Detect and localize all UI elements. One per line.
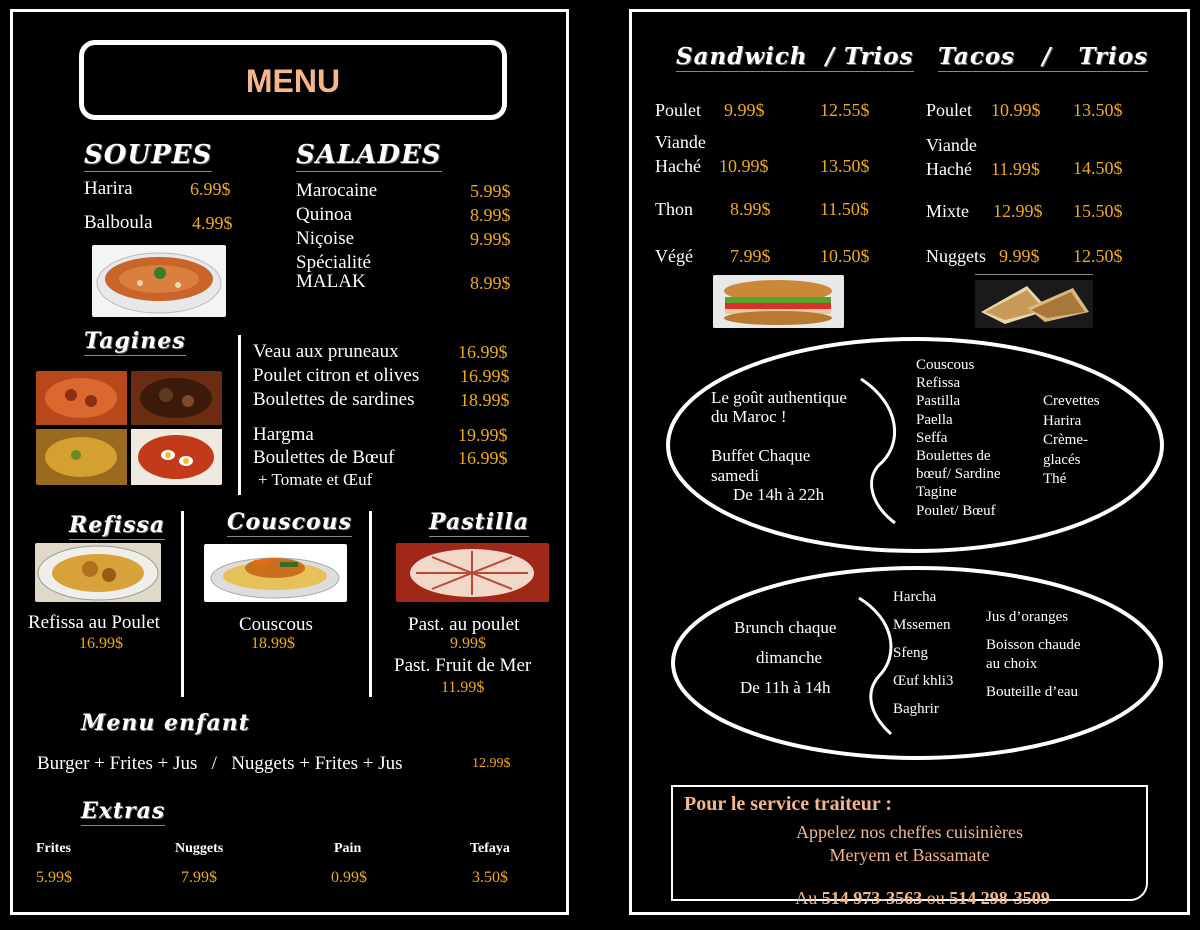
salade-name: Spécialité (296, 252, 371, 273)
sandwich-name: Haché (655, 156, 701, 176)
extra-name: Nuggets (175, 841, 224, 856)
buffet-item: Tagine (916, 484, 957, 501)
buffet-item: Crevettes (1043, 393, 1100, 409)
extra-price: 7.99$ (181, 869, 217, 886)
enfant-heading: Menu enfant (81, 710, 250, 736)
tagine-dishes-icon (36, 371, 222, 485)
tacos-trio-price: 13.50$ (1073, 100, 1123, 120)
brunch-item: Harcha (893, 589, 937, 605)
traiteur-phones (673, 867, 1146, 930)
sandwich-trio-price: 10.50$ (820, 246, 870, 266)
refissa-heading: Refissa (69, 512, 166, 538)
salade-price: 8.99$ (470, 205, 511, 225)
traiteur-line: Meryem et Bassamate (829, 845, 990, 865)
tagines-heading: Tagines (84, 328, 186, 354)
buffet-item: glacés (1043, 451, 1081, 468)
salade-price: 8.99$ (470, 273, 511, 293)
soupe-name: Harira (84, 178, 133, 199)
tacos-name: Haché (926, 159, 972, 179)
soupe-price: 6.99$ (190, 179, 231, 199)
buffet-item: Couscous (916, 357, 975, 373)
couscous-plate-icon (204, 544, 347, 602)
pastilla-price: 9.99$ (450, 635, 486, 652)
brunch-line: Brunch chaque (734, 618, 837, 637)
buffet-list-2 (1043, 392, 1100, 490)
tacos-divider (975, 274, 1093, 275)
buffet-item: bœuf/ Sardine (916, 466, 1001, 483)
buffet-item: Refissa (916, 375, 961, 392)
sandwich-price: 8.99$ (730, 199, 771, 219)
traiteur-mid: ou (922, 888, 950, 908)
tagine-price: 16.99$ (458, 342, 508, 362)
salade-name: Niçoise (296, 228, 355, 249)
refissa-divider (181, 511, 184, 697)
brunch-item: Jus d’oranges (986, 609, 1069, 625)
tacos-trio-price: 12.50$ (1073, 246, 1123, 266)
tagine-price: 16.99$ (460, 366, 510, 386)
extras-heading: Extras (81, 798, 166, 824)
pastilla-name: Past. au poulet (408, 614, 520, 635)
extra-name: Tefaya (470, 841, 510, 856)
soupes-heading: SOUPES (84, 140, 213, 170)
tacos-icon (975, 280, 1093, 328)
soupe-price: 4.99$ (192, 213, 233, 233)
salade-name: MALAK (296, 271, 366, 292)
tacos-trio-price: 15.50$ (1073, 201, 1123, 221)
tacos-name: Nuggets (926, 246, 986, 266)
extra-price: 3.50$ (472, 869, 508, 886)
brunch-line: dimanche (756, 648, 823, 667)
tagine-note: + Tomate et Œuf (258, 470, 373, 489)
brunch-item: Sfeng (893, 645, 928, 661)
enfant-price: 12.99$ (472, 756, 511, 771)
brunch-item: Baghrir (893, 701, 939, 717)
refissa-photo (35, 543, 161, 602)
couscous-photo (204, 544, 347, 602)
sandwich-name: Poulet (655, 100, 702, 120)
brunch-item: Œuf khli3 (893, 673, 954, 689)
couscous-name: Couscous (239, 614, 313, 635)
couscous-divider (369, 511, 372, 697)
refissa-plate-icon (35, 543, 161, 602)
buffet-line: De 14h à 22h (733, 485, 825, 504)
tacos-price: 12.99$ (993, 201, 1043, 221)
tagine-name: Boulettes de sardines (253, 389, 415, 410)
enfant-text: Burger + Frites + Jus / Nuggets + Frites + Jus (37, 753, 403, 774)
couscous-price: 18.99$ (251, 635, 295, 652)
phone-1[interactable]: 514 973-3563 (821, 888, 923, 908)
refissa-name: Refissa au Poulet (28, 612, 160, 633)
tagine-price: 19.99$ (458, 425, 508, 445)
buffet-line: Buffet Chaque (711, 446, 811, 465)
buffet-item: Poulet/ Bœuf (916, 502, 996, 519)
buffet-item: Paella (916, 411, 953, 428)
traiteur-line: Appelez nos cheffes cuisinières (795, 822, 1024, 842)
traiteur-title: Pour le service traiteur : (684, 793, 893, 815)
brunch-item: Mssemen (893, 617, 951, 633)
buffet-item: Boulettes de (916, 448, 991, 465)
couscous-heading: Couscous (227, 509, 353, 535)
soup-photo (92, 245, 226, 317)
salade-name: Marocaine (296, 180, 378, 201)
tacos-name: Mixte (926, 201, 969, 221)
brunch-list-1 (893, 583, 953, 723)
pastilla-price: 11.99$ (441, 679, 485, 696)
pastilla-name: Past. Fruit de Mer (394, 655, 532, 676)
tacos-price: 9.99$ (999, 246, 1040, 266)
sandwich-photo (713, 275, 844, 328)
salade-price: 5.99$ (470, 181, 511, 201)
menu-title: MENU (245, 63, 341, 99)
sandwich-heading: Sandwich / Trios (676, 43, 914, 70)
buffet-item: Thé (1043, 471, 1067, 487)
sandwich-trio-price: 13.50$ (820, 156, 870, 176)
pastilla-heading: Pastilla (429, 509, 530, 535)
sandwich-price: 7.99$ (730, 246, 771, 266)
sandwich-price: 10.99$ (719, 156, 769, 176)
tagine-photo (36, 371, 222, 485)
tacos-name: Viande (926, 135, 977, 155)
buffet-item: Seffa (916, 429, 948, 446)
buffet-line: du Maroc ! (711, 407, 787, 426)
sandwich-icon (713, 275, 844, 328)
brunch-item: Boisson chaude (986, 637, 1081, 653)
left-menu-panel (10, 9, 569, 915)
sandwich-name: Thon (655, 199, 693, 219)
pastilla-photo (396, 543, 549, 602)
salade-name: Quinoa (296, 204, 352, 225)
brunch-list-2 (986, 608, 1081, 702)
extra-name: Frites (36, 841, 71, 856)
buffet-item: Harira (1043, 412, 1082, 429)
extra-name: Pain (334, 841, 362, 856)
refissa-price: 16.99$ (79, 635, 123, 652)
tagine-price: 18.99$ (460, 390, 510, 410)
tagine-name: Poulet citron et olives (253, 365, 420, 386)
sandwich-price: 9.99$ (724, 100, 765, 120)
sandwich-trio-price: 12.55$ (820, 100, 870, 120)
tagine-name: Veau aux pruneaux (253, 341, 399, 362)
buffet-line: Le goût authentique (711, 388, 847, 407)
extra-price: 5.99$ (36, 869, 72, 886)
salades-heading: SALADES (296, 140, 442, 170)
salade-price: 9.99$ (470, 229, 511, 249)
tacos-price: 10.99$ (991, 100, 1041, 120)
tagines-divider (238, 335, 241, 495)
buffet-item: Pastilla (916, 393, 961, 410)
soupe-name: Balboula (84, 212, 153, 233)
tacos-heading: Tacos / Trios (938, 43, 1149, 70)
menu-title-box (79, 40, 507, 120)
sandwich-name: Végé (655, 246, 693, 266)
phone-2[interactable]: 514 298-3509 (949, 888, 1050, 908)
sandwich-name: Viande (655, 132, 706, 152)
traiteur-prefix: Au (795, 888, 822, 908)
traiteur-box (671, 785, 1148, 908)
brunch-line: De 11h à 14h (740, 678, 831, 697)
soup-bowl-icon (92, 245, 226, 317)
tacos-price: 11.99$ (991, 159, 1040, 179)
tagine-price: 16.99$ (458, 448, 508, 468)
tagine-name: Boulettes de Bœuf (253, 447, 395, 468)
pastilla-icon (396, 543, 549, 602)
tacos-name: Poulet (926, 100, 973, 120)
tagine-name: Hargma (253, 424, 314, 445)
extra-price: 0.99$ (331, 869, 367, 886)
brunch-item: au choix (986, 656, 1038, 672)
right-menu-panel (629, 9, 1190, 915)
buffet-list-1 (916, 356, 1001, 520)
sandwich-trio-price: 11.50$ (820, 199, 869, 219)
tacos-trio-price: 14.50$ (1073, 158, 1123, 178)
buffet-line: samedi (711, 466, 760, 485)
buffet-item: Crème- (1043, 432, 1088, 448)
tacos-photo (975, 280, 1093, 328)
brunch-item: Bouteille d’eau (986, 684, 1079, 700)
